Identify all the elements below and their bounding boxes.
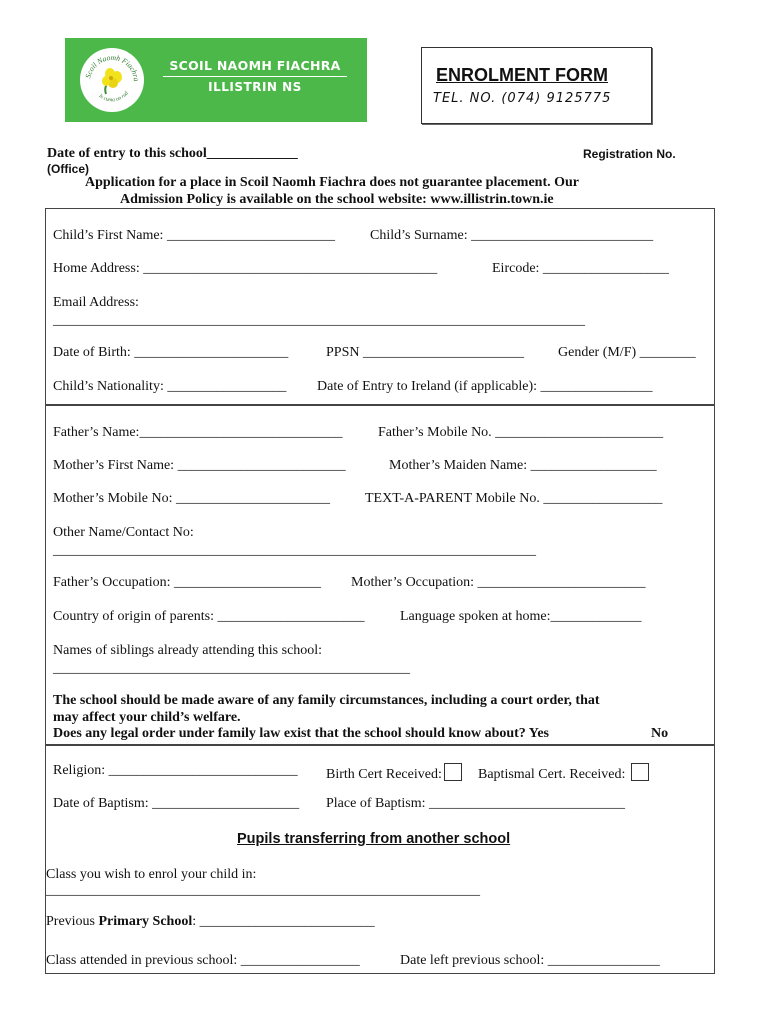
date-of-entry-field[interactable]: Date of entry to this school_____________ [47,146,298,161]
previous-school-blank: : _________________________ [192,914,375,929]
nationality-field[interactable]: Child’s Nationality: _________________ [53,379,287,394]
gender-field[interactable]: Gender (M/F) ________ [558,345,696,360]
mother-occupation-field[interactable]: Mother’s Occupation: ________________________ [351,575,646,590]
logo-divider [163,76,347,77]
class-attended-field[interactable]: Class attended in previous school: _________________ [46,953,360,968]
previous-label: Previous [46,914,99,929]
school-name: SCOIL NAOMH FIACHRA [169,58,341,73]
baptism-place-field[interactable]: Place of Baptism: ____________________________ [326,796,626,811]
siblings-field[interactable]: ___________________________________________________ [53,661,410,676]
flower-emblem-icon [80,48,144,112]
mother-mobile-field[interactable]: Mother’s Mobile No: ______________________ [53,491,331,506]
school-seal [80,48,144,112]
father-occupation-field[interactable]: Father’s Occupation: _____________________ [53,575,322,590]
legal-order-question[interactable]: Does any legal order under family law exist that the school should know about? Yes [53,726,550,741]
date-of-birth-field[interactable]: Date of Birth: ______________________ [53,345,289,360]
religion-field[interactable]: Religion: ___________________________ [53,763,298,778]
notice-line-2: Admission Policy is available on the school website: www.illistrin.town.ie [120,192,554,207]
family-circumstances-note-2: may affect your child’s welfare. [53,710,241,725]
birth-cert-label: Birth Cert Received: [326,767,442,782]
birth-cert-received [326,763,462,783]
home-language-field[interactable]: Language spoken at home:_____________ [400,609,642,624]
email-address-label: Email Address: [53,295,139,310]
form-title-box [421,47,652,124]
primary-school-label: Primary School [98,914,193,929]
phone-number: TEL. NO. (074) 9125775 [433,91,612,106]
father-mobile-field[interactable]: Father’s Mobile No. ________________________ [378,425,664,440]
family-circumstances-note-1: The school should be made aware of any family circumstances, including a court order, that [53,693,600,708]
child-first-name-field[interactable]: Child’s First Name: ________________________ [53,228,335,243]
siblings-label: Names of siblings already attending this school: [53,643,323,658]
text-a-parent-field[interactable]: TEXT-A-PARENT Mobile No. _________________ [365,491,663,506]
registration-no-label: Registration No. [583,147,676,161]
class-wish-field[interactable]: ______________________________________________________________ [46,883,480,898]
notice-line-1: Application for a place in Scoil Naomh Fiachra does not guarantee placement. Our [85,175,579,190]
ppsn-field[interactable]: PPSN _______________________ [326,345,524,360]
birth-cert-checkbox[interactable] [444,763,462,781]
baptismal-cert-received [478,763,649,783]
baptismal-cert-checkbox[interactable] [631,763,649,781]
previous-primary-school-field[interactable] [46,914,375,930]
svg-text:Scoil Naomh Fiachra: Scoil Naomh Fiachra [83,52,142,82]
date-left-field[interactable]: Date left previous school: ________________ [400,953,660,968]
eircode-field[interactable]: Eircode: __________________ [492,261,669,276]
transfer-section-heading: Pupils transferring from another school [237,831,511,847]
child-surname-field[interactable]: Child’s Surname: __________________________ [370,228,654,243]
date-entry-ireland-field[interactable]: Date of Entry to Ireland (if applicable): ________________ [317,379,653,394]
father-name-field[interactable]: Father’s Name:_____________________________ [53,425,343,440]
parents-country-field[interactable]: Country of origin of parents: _____________________ [53,609,365,624]
form-title: ENROLMENT FORM [436,65,608,85]
school-logo [65,38,367,122]
svg-text:Is cuma on rud: Is cuma on rud [97,90,130,104]
other-contact-label: Other Name/Contact No: [53,525,194,540]
school-location: ILLISTRIN NS [208,80,302,94]
other-contact-field[interactable]: _____________________________________________________________________ [53,543,536,558]
mother-maiden-name-field[interactable]: Mother’s Maiden Name: __________________ [389,458,657,473]
mother-first-name-field[interactable]: Mother’s First Name: ________________________ [53,458,346,473]
home-address-field[interactable]: Home Address: __________________________________________ [53,261,438,276]
email-address-field[interactable]: ____________________________________________________________________________ [53,313,585,328]
baptism-date-field[interactable]: Date of Baptism: _____________________ [53,796,300,811]
class-wish-label: Class you wish to enrol your child in: [46,867,257,882]
office-label: (Office) [47,162,89,176]
legal-order-no-option[interactable]: No [651,726,669,741]
baptismal-cert-label: Baptismal Cert. Received: [478,767,626,782]
